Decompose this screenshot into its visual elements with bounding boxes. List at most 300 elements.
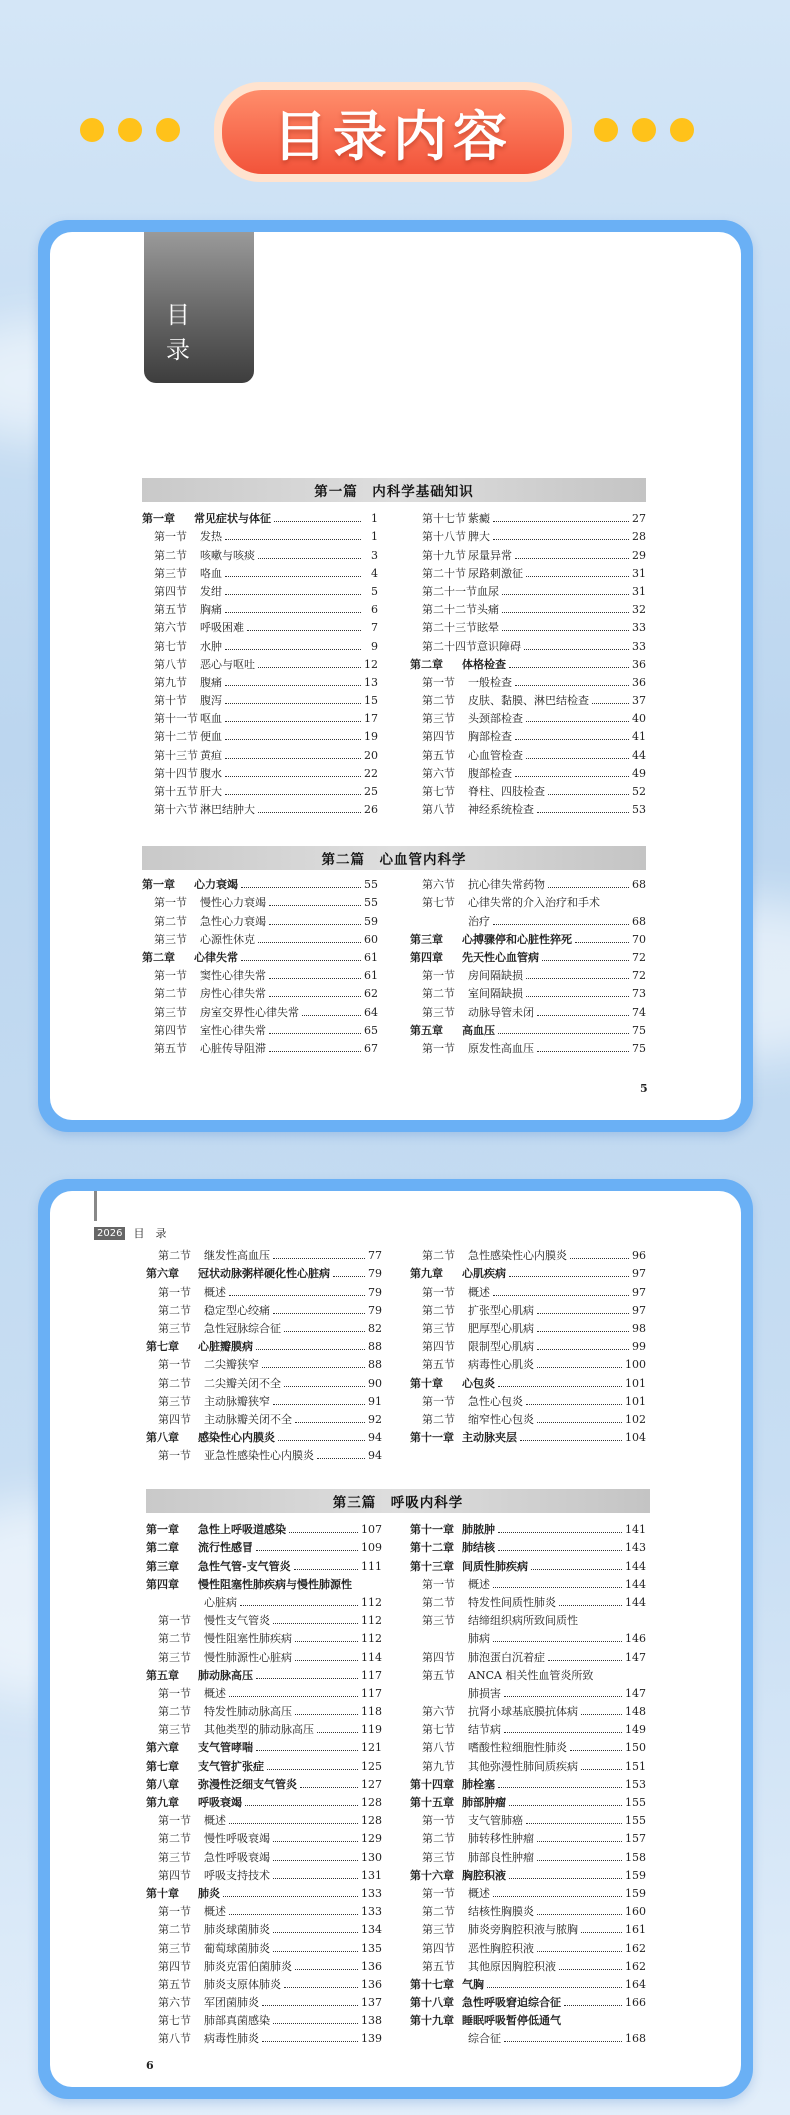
toc-chapter-entry xyxy=(410,1865,646,1883)
toc-page-ref: 112 xyxy=(361,1614,382,1628)
dot-leader xyxy=(295,1660,358,1661)
toc-page-ref: 90 xyxy=(368,1376,382,1390)
toc-page-ref: 53 xyxy=(632,803,646,817)
toc-page-ref: 114 xyxy=(361,1650,382,1664)
toc-section-entry xyxy=(410,1610,646,1628)
toc-section-entry xyxy=(410,744,646,762)
toc-entry-title xyxy=(154,585,222,599)
dot-leader xyxy=(526,996,629,997)
toc-entry-number: 第十六章 xyxy=(410,1868,454,1882)
toc-entry-title xyxy=(154,712,222,726)
toc-entry-label: 慢性肺源性心脏病 xyxy=(204,1650,292,1664)
toc-entry-title xyxy=(410,1869,506,1883)
toc-page-ref: 72 xyxy=(632,950,646,964)
toc-entry-number: 第九章 xyxy=(146,1796,179,1809)
toc-chapter-entry xyxy=(146,1555,382,1573)
toc-entry-title xyxy=(422,585,499,599)
toc-entry-number: 第十二章 xyxy=(410,1541,454,1555)
toc-entry-label: 肺病 xyxy=(468,1632,490,1646)
toc-section-entry xyxy=(142,690,378,708)
toc-entry-label: 治疗 xyxy=(468,914,490,928)
toc-entry-label: 支气管肺癌 xyxy=(468,1814,523,1828)
toc-entry-number: 第二节 xyxy=(158,1303,191,1317)
toc-page-ref: 133 xyxy=(361,1905,382,1919)
toc-entry-title xyxy=(146,1778,297,1792)
dot-leader xyxy=(537,1841,622,1842)
toc-entry-label: 一般检查 xyxy=(468,675,512,689)
toc-entry-number: 第三节 xyxy=(422,712,455,726)
toc-section-entry xyxy=(142,654,378,672)
toc-entry-title xyxy=(422,1814,523,1828)
dot-leader xyxy=(273,1404,365,1405)
dot-leader xyxy=(225,685,361,686)
toc-entry-title xyxy=(154,603,222,617)
toc-entry-title xyxy=(154,1024,266,1038)
page-number: 5 xyxy=(640,1082,648,1095)
dot-leader xyxy=(229,1914,358,1915)
toc-tab-title: 目 录 xyxy=(166,301,212,364)
toc-page-ref: 31 xyxy=(632,566,646,580)
toc-page-ref: 149 xyxy=(625,1723,646,1737)
dot-leader xyxy=(509,1276,629,1277)
toc-entry-number: 第三节 xyxy=(422,1850,455,1864)
toc-entry-title xyxy=(422,1596,556,1610)
dot-leader xyxy=(487,1987,622,1988)
toc-page-ref: 166 xyxy=(625,1996,646,2010)
toc-entry-number: 第二十四节 xyxy=(422,639,477,653)
toc-section-entry xyxy=(142,581,378,599)
toc-section-entry xyxy=(410,1665,646,1683)
toc-entry-label: 腹痛 xyxy=(200,675,222,689)
toc-section-entry xyxy=(410,781,646,799)
dot-leader xyxy=(531,1569,622,1570)
dot-leader xyxy=(229,1696,358,1697)
toc-entry-label: 胸痛 xyxy=(200,603,222,617)
toc-entry-label: 弥漫性泛细支气管炎 xyxy=(198,1777,297,1791)
toc-entry-number: 第一节 xyxy=(158,1686,191,1700)
toc-entry-number: 第八章 xyxy=(146,1431,179,1445)
toc-section-entry xyxy=(410,892,646,910)
toc-entry-title xyxy=(154,933,255,947)
toc-entry-label: 发热 xyxy=(200,530,222,544)
dot-leader xyxy=(526,1823,622,1824)
toc-entry-label: 肺动脉高压 xyxy=(198,1668,253,1682)
dot-leader xyxy=(570,1750,622,1751)
toc-entry-title xyxy=(158,1687,226,1701)
toc-entry-label: 淋巴结肿大 xyxy=(200,803,255,817)
toc-page-ref: 136 xyxy=(361,1977,382,1991)
toc-entry-title xyxy=(158,2032,259,2046)
dot-leader xyxy=(225,649,361,650)
toc-page-ref: 99 xyxy=(632,1340,646,1354)
toc-entry-label: 眩晕 xyxy=(477,621,499,635)
toc-section-entry xyxy=(146,1683,382,1701)
dot-leader xyxy=(225,721,361,722)
toc-page-ref: 27 xyxy=(632,512,646,526)
dot-decoration xyxy=(80,118,104,142)
toc-page-ref: 107 xyxy=(361,1523,382,1537)
toc-entry-number: 第十一章 xyxy=(410,1523,454,1537)
toc-entry-title xyxy=(146,1760,264,1774)
dot-leader xyxy=(269,978,361,979)
toc-page-ref: 138 xyxy=(361,2014,382,2028)
toc-chapter-entry xyxy=(142,874,378,892)
toc-entry-number: 第三节 xyxy=(422,1923,455,1937)
toc-section-entry xyxy=(142,763,378,781)
toc-entry-number: 第一节 xyxy=(158,1449,191,1463)
toc-entry-label: 呼吸衰竭 xyxy=(198,1796,242,1809)
toc-section-entry xyxy=(410,1038,646,1056)
toc-entry-label: 脾大 xyxy=(468,530,490,544)
toc-entry-number: 第二章 xyxy=(146,1541,179,1555)
dot-leader xyxy=(559,1605,622,1606)
dot-leader xyxy=(502,612,629,613)
toc-entry-label: 发绀 xyxy=(200,584,222,598)
toc-section-entry xyxy=(146,1646,382,1664)
toc-section-entry xyxy=(146,1592,382,1610)
dot-leader xyxy=(317,1732,358,1733)
toc-entry-title xyxy=(154,567,222,581)
toc-page-ref: 60 xyxy=(364,932,378,946)
toc-entry-label: 结节病 xyxy=(468,1723,501,1737)
toc-entry-label: 概述 xyxy=(204,1285,226,1299)
toc-entry-label: 心脏病 xyxy=(204,1595,237,1609)
toc-page-ref: 72 xyxy=(632,969,646,983)
dot-leader xyxy=(294,1569,358,1570)
toc-page-ref: 97 xyxy=(632,1285,646,1299)
toc-chapter-entry xyxy=(410,947,646,965)
toc-entry-number: 第三节 xyxy=(154,566,187,580)
toc-entry-label: 心律失常 xyxy=(194,950,238,964)
toc-entry-label: 头颈部检查 xyxy=(468,712,523,726)
toc-entry-label: 急性呼吸衰竭 xyxy=(204,1850,270,1864)
toc-entry-title xyxy=(422,1905,534,1919)
toc-section-entry xyxy=(146,1245,382,1263)
toc-entry-label: 急性上呼吸道感染 xyxy=(198,1523,286,1537)
toc-section-entry xyxy=(146,1919,382,1937)
toc-entry-number: 第六章 xyxy=(146,1741,179,1755)
toc-page-ref: 162 xyxy=(625,1959,646,1973)
dot-leader xyxy=(504,2041,622,2042)
toc-entry-number: 第十一节 xyxy=(154,712,198,726)
toc-entry-title xyxy=(158,1651,292,1665)
toc-entry-title xyxy=(158,1614,270,1628)
toc-entry-label: 心脏瓣膜病 xyxy=(198,1340,253,1354)
dot-leader xyxy=(256,1678,358,1679)
dot-leader xyxy=(537,1367,622,1368)
toc-page-ref: 96 xyxy=(632,1249,646,1263)
toc-page-1 xyxy=(50,232,741,1120)
dot-leader xyxy=(273,1932,358,1933)
toc-page-ref: 155 xyxy=(625,1796,646,1809)
toc-entry-label: 限制型心肌病 xyxy=(468,1340,534,1354)
toc-page-ref: 112 xyxy=(361,1595,382,1609)
toc-entry-label: 扩张型心肌病 xyxy=(468,1303,534,1317)
dot-leader xyxy=(502,594,629,595)
toc-entry-title xyxy=(468,2032,501,2046)
dot-leader xyxy=(498,1386,622,1387)
toc-entry-label: 头痛 xyxy=(477,603,499,617)
toc-chapter-entry xyxy=(146,1737,382,1755)
toc-page-ref: 151 xyxy=(625,1759,646,1773)
toc-entry-number: 第六节 xyxy=(158,1996,191,2010)
toc-chapter-entry xyxy=(410,1792,646,1810)
toc-entry-title xyxy=(422,803,534,817)
toc-entry-label: 其他类型的肺动脉高压 xyxy=(204,1723,314,1737)
toc-entry-label: 肺转移性肿瘤 xyxy=(468,1832,534,1846)
toc-entry-title xyxy=(158,2014,270,2028)
toc-page-ref: 1 xyxy=(371,530,378,544)
toc-entry-label: 病毒性肺炎 xyxy=(204,2032,259,2046)
dot-leader xyxy=(504,1732,622,1733)
dot-leader xyxy=(247,630,361,631)
toc-entry-number: 第四节 xyxy=(422,1941,455,1955)
dot-leader xyxy=(295,1641,358,1642)
toc-entry-label: 概述 xyxy=(204,1686,226,1700)
toc-section-entry xyxy=(146,1354,382,1372)
toc-page-ref: 125 xyxy=(361,1759,382,1773)
toc-entry-number: 第三节 xyxy=(158,1850,191,1864)
dot-leader xyxy=(317,1458,365,1459)
toc-entry-number: 第十八节 xyxy=(422,530,466,544)
toc-entry-number: 第五章 xyxy=(410,1023,443,1037)
toc-entry-number: 第四节 xyxy=(422,1650,455,1664)
toc-entry-number: 第二十三节 xyxy=(422,621,477,635)
dot-leader xyxy=(493,1587,622,1588)
dot-leader xyxy=(256,1750,358,1751)
toc-entry-number: 第五节 xyxy=(158,1977,191,1991)
toc-page-ref: 144 xyxy=(625,1559,646,1573)
toc-page-card-1 xyxy=(38,220,753,1132)
toc-entry-number: 第一节 xyxy=(422,1886,455,1900)
toc-page-ref: 61 xyxy=(364,969,378,983)
toc-entry-title xyxy=(158,1304,270,1318)
toc-entry-title xyxy=(422,1960,556,1974)
toc-entry-title xyxy=(422,1760,578,1774)
dot-leader xyxy=(592,703,629,704)
toc-entry-number: 第六节 xyxy=(422,1705,455,1719)
dot-leader xyxy=(284,1386,365,1387)
toc-entry-number: 第八节 xyxy=(422,1741,455,1755)
dot-leader xyxy=(241,887,361,888)
toc-entry-label: 呼吸支持技术 xyxy=(204,1868,270,1882)
toc-entry-label: 慢性阻塞性肺疾病 xyxy=(204,1632,292,1646)
toc-entry-number: 第一章 xyxy=(142,878,175,892)
toc-entry-label: 其他原因胸腔积液 xyxy=(468,1959,556,1973)
toc-section-entry xyxy=(410,617,646,635)
dot-leader xyxy=(295,1969,358,1970)
toc-entry-title xyxy=(422,712,523,726)
toc-entry-number: 第七节 xyxy=(422,1723,455,1737)
toc-chapter-entry xyxy=(410,2010,646,2028)
toc-section-entry xyxy=(410,508,646,526)
toc-entry-number: 第二章 xyxy=(410,657,443,671)
toc-entry-title xyxy=(154,915,266,929)
toc-entry-number: 第十九节 xyxy=(422,548,466,562)
toc-entry-title xyxy=(422,1651,545,1665)
toc-entry-label: 心包炎 xyxy=(462,1376,495,1390)
toc-entry-label: 睡眠呼吸暂停低通气 xyxy=(462,2014,561,2028)
toc-entry-label: 缩窄性心包炎 xyxy=(468,1412,534,1426)
dot-leader xyxy=(515,685,629,686)
toc-page-ref: 4 xyxy=(371,566,378,580)
toc-page-ref: 157 xyxy=(625,1832,646,1846)
dot-leader xyxy=(269,924,361,925)
toc-entry-title xyxy=(422,969,523,983)
toc-entry-label: 意识障碍 xyxy=(477,639,521,653)
toc-page-ref: 12 xyxy=(364,657,378,671)
toc-page-ref: 29 xyxy=(632,548,646,562)
toc-entry-number: 第二节 xyxy=(158,1376,191,1390)
toc-section-entry xyxy=(410,581,646,599)
toc-chapter-entry xyxy=(410,1020,646,1038)
toc-entry-title xyxy=(154,658,255,672)
toc-entry-label: 支气管哮喘 xyxy=(198,1741,253,1755)
toc-section-entry xyxy=(142,983,378,1001)
toc-entry-title xyxy=(146,1741,253,1755)
toc-entry-label: 高血压 xyxy=(462,1023,495,1037)
dot-leader xyxy=(493,1896,622,1897)
toc-section-entry xyxy=(410,526,646,544)
toc-entry-number: 第一章 xyxy=(146,1523,179,1537)
toc-section-entry xyxy=(142,744,378,762)
toc-entry-label: 肺栓塞 xyxy=(462,1777,495,1791)
dot-leader xyxy=(548,1660,622,1661)
toc-page-ref: 134 xyxy=(361,1923,382,1937)
toc-entry-number: 第一节 xyxy=(158,1614,191,1628)
toc-entry-number: 第三节 xyxy=(158,1723,191,1737)
toc-section-entry xyxy=(142,708,378,726)
toc-entry-label: 特发性肺动脉高压 xyxy=(204,1705,292,1719)
toc-section-entry xyxy=(142,563,378,581)
dot-decoration xyxy=(156,118,180,142)
toc-page-ref: 73 xyxy=(632,987,646,1001)
toc-section-entry xyxy=(410,726,646,744)
dot-decoration xyxy=(118,118,142,142)
dot-leader xyxy=(258,942,361,943)
toc-page-ref: 40 xyxy=(632,712,646,726)
toc-entry-label: 概述 xyxy=(204,1814,226,1828)
toc-entry-label: 肺损害 xyxy=(468,1686,501,1700)
toc-entry-number: 第十七章 xyxy=(410,1977,454,1991)
toc-page-ref: 101 xyxy=(625,1394,646,1408)
toc-page-ref: 147 xyxy=(625,1650,646,1664)
toc-entry-title xyxy=(422,1358,534,1372)
toc-entry-number: 第二节 xyxy=(158,1832,191,1846)
toc-entry-number: 第二节 xyxy=(154,548,187,562)
page-title: 目录内容 xyxy=(222,90,564,174)
toc-entry-title xyxy=(422,749,523,763)
dot-leader xyxy=(295,1714,358,1715)
toc-entry-title xyxy=(422,1669,593,1683)
toc-page-ref: 55 xyxy=(364,878,378,892)
dot-decoration xyxy=(594,118,618,142)
toc-chapter-entry xyxy=(146,1537,382,1555)
toc-entry-number: 第三节 xyxy=(158,1321,191,1335)
toc-page-ref: 153 xyxy=(625,1777,646,1791)
toc-section-entry xyxy=(142,526,378,544)
toc-entry-label: 概述 xyxy=(204,1905,226,1919)
toc-section-entry xyxy=(146,2010,382,2028)
dot-leader xyxy=(284,1331,365,1332)
toc-chapter-entry xyxy=(410,1992,646,2010)
toc-entry-title xyxy=(158,1413,292,1427)
toc-entry-title xyxy=(142,512,271,526)
toc-entry-label: 病毒性心肌炎 xyxy=(468,1358,534,1372)
toc-entry-number: 第二节 xyxy=(158,1249,191,1263)
toc-entry-title xyxy=(158,1923,270,1937)
toc-section-entry xyxy=(142,726,378,744)
dot-leader xyxy=(537,812,629,813)
toc-entry-number: 第十四章 xyxy=(410,1777,454,1791)
toc-entry-label: 特发性间质性肺炎 xyxy=(468,1595,556,1609)
toc-entry-number: 第十九章 xyxy=(410,2014,454,2028)
toc-page-ref: 65 xyxy=(364,1023,378,1037)
toc-page-ref: 25 xyxy=(364,785,378,798)
toc-column xyxy=(410,874,646,1056)
toc-entry-number: 第四节 xyxy=(158,1412,191,1426)
toc-entry-title xyxy=(410,1560,528,1574)
toc-entry-number: 第四节 xyxy=(154,584,187,598)
dot-leader xyxy=(333,1276,365,1277)
toc-entry-title xyxy=(158,1377,281,1391)
toc-section-entry xyxy=(142,799,378,817)
dot-leader xyxy=(273,1878,358,1879)
toc-tab xyxy=(144,232,254,383)
dot-leader xyxy=(256,1349,365,1350)
toc-section-entry xyxy=(142,672,378,690)
toc-entry-title xyxy=(146,1560,291,1574)
toc-entry-label: 主动脉瓣狭窄 xyxy=(204,1394,270,1408)
dot-leader xyxy=(520,1440,622,1441)
dot-leader xyxy=(537,1860,622,1861)
toc-page-ref: 100 xyxy=(625,1358,646,1372)
toc-entry-label: 急性心包炎 xyxy=(468,1394,523,1408)
toc-section-entry xyxy=(410,874,646,892)
toc-page-card-2 xyxy=(38,1179,753,2099)
dot-decoration xyxy=(632,118,656,142)
toc-section-entry xyxy=(146,1974,382,1992)
dot-leader xyxy=(524,649,629,650)
dot-leader xyxy=(278,1440,365,1441)
toc-entry-number: 第二节 xyxy=(158,1923,191,1937)
toc-section-entry xyxy=(146,1409,382,1427)
toc-entry-number: 第二节 xyxy=(422,1905,455,1919)
dot-leader xyxy=(223,1896,358,1897)
toc-page-ref: 88 xyxy=(368,1340,382,1354)
toc-page-ref: 68 xyxy=(632,878,646,892)
dot-leader xyxy=(575,942,629,943)
toc-entry-number: 第三节 xyxy=(422,1614,455,1628)
dot-leader xyxy=(258,667,361,668)
dot-leader xyxy=(548,794,629,795)
toc-entry-number: 第七节 xyxy=(158,2014,191,2028)
toc-page-ref: 49 xyxy=(632,766,646,780)
toc-entry-label: 胸腔积液 xyxy=(462,1868,506,1882)
toc-page-ref: 9 xyxy=(371,639,378,653)
toc-entry-number: 第六节 xyxy=(154,621,187,635)
dot-leader xyxy=(240,1605,358,1606)
toc-entry-title xyxy=(158,1905,226,1919)
toc-entry-title xyxy=(154,969,266,983)
title-banner xyxy=(214,82,572,182)
toc-chapter-entry xyxy=(146,1574,382,1592)
toc-entry-title xyxy=(422,1723,501,1737)
toc-section-entry xyxy=(410,544,646,562)
toc-section-entry xyxy=(410,1828,646,1846)
toc-page-ref: 68 xyxy=(632,914,646,928)
toc-page-ref: 67 xyxy=(364,1041,378,1055)
